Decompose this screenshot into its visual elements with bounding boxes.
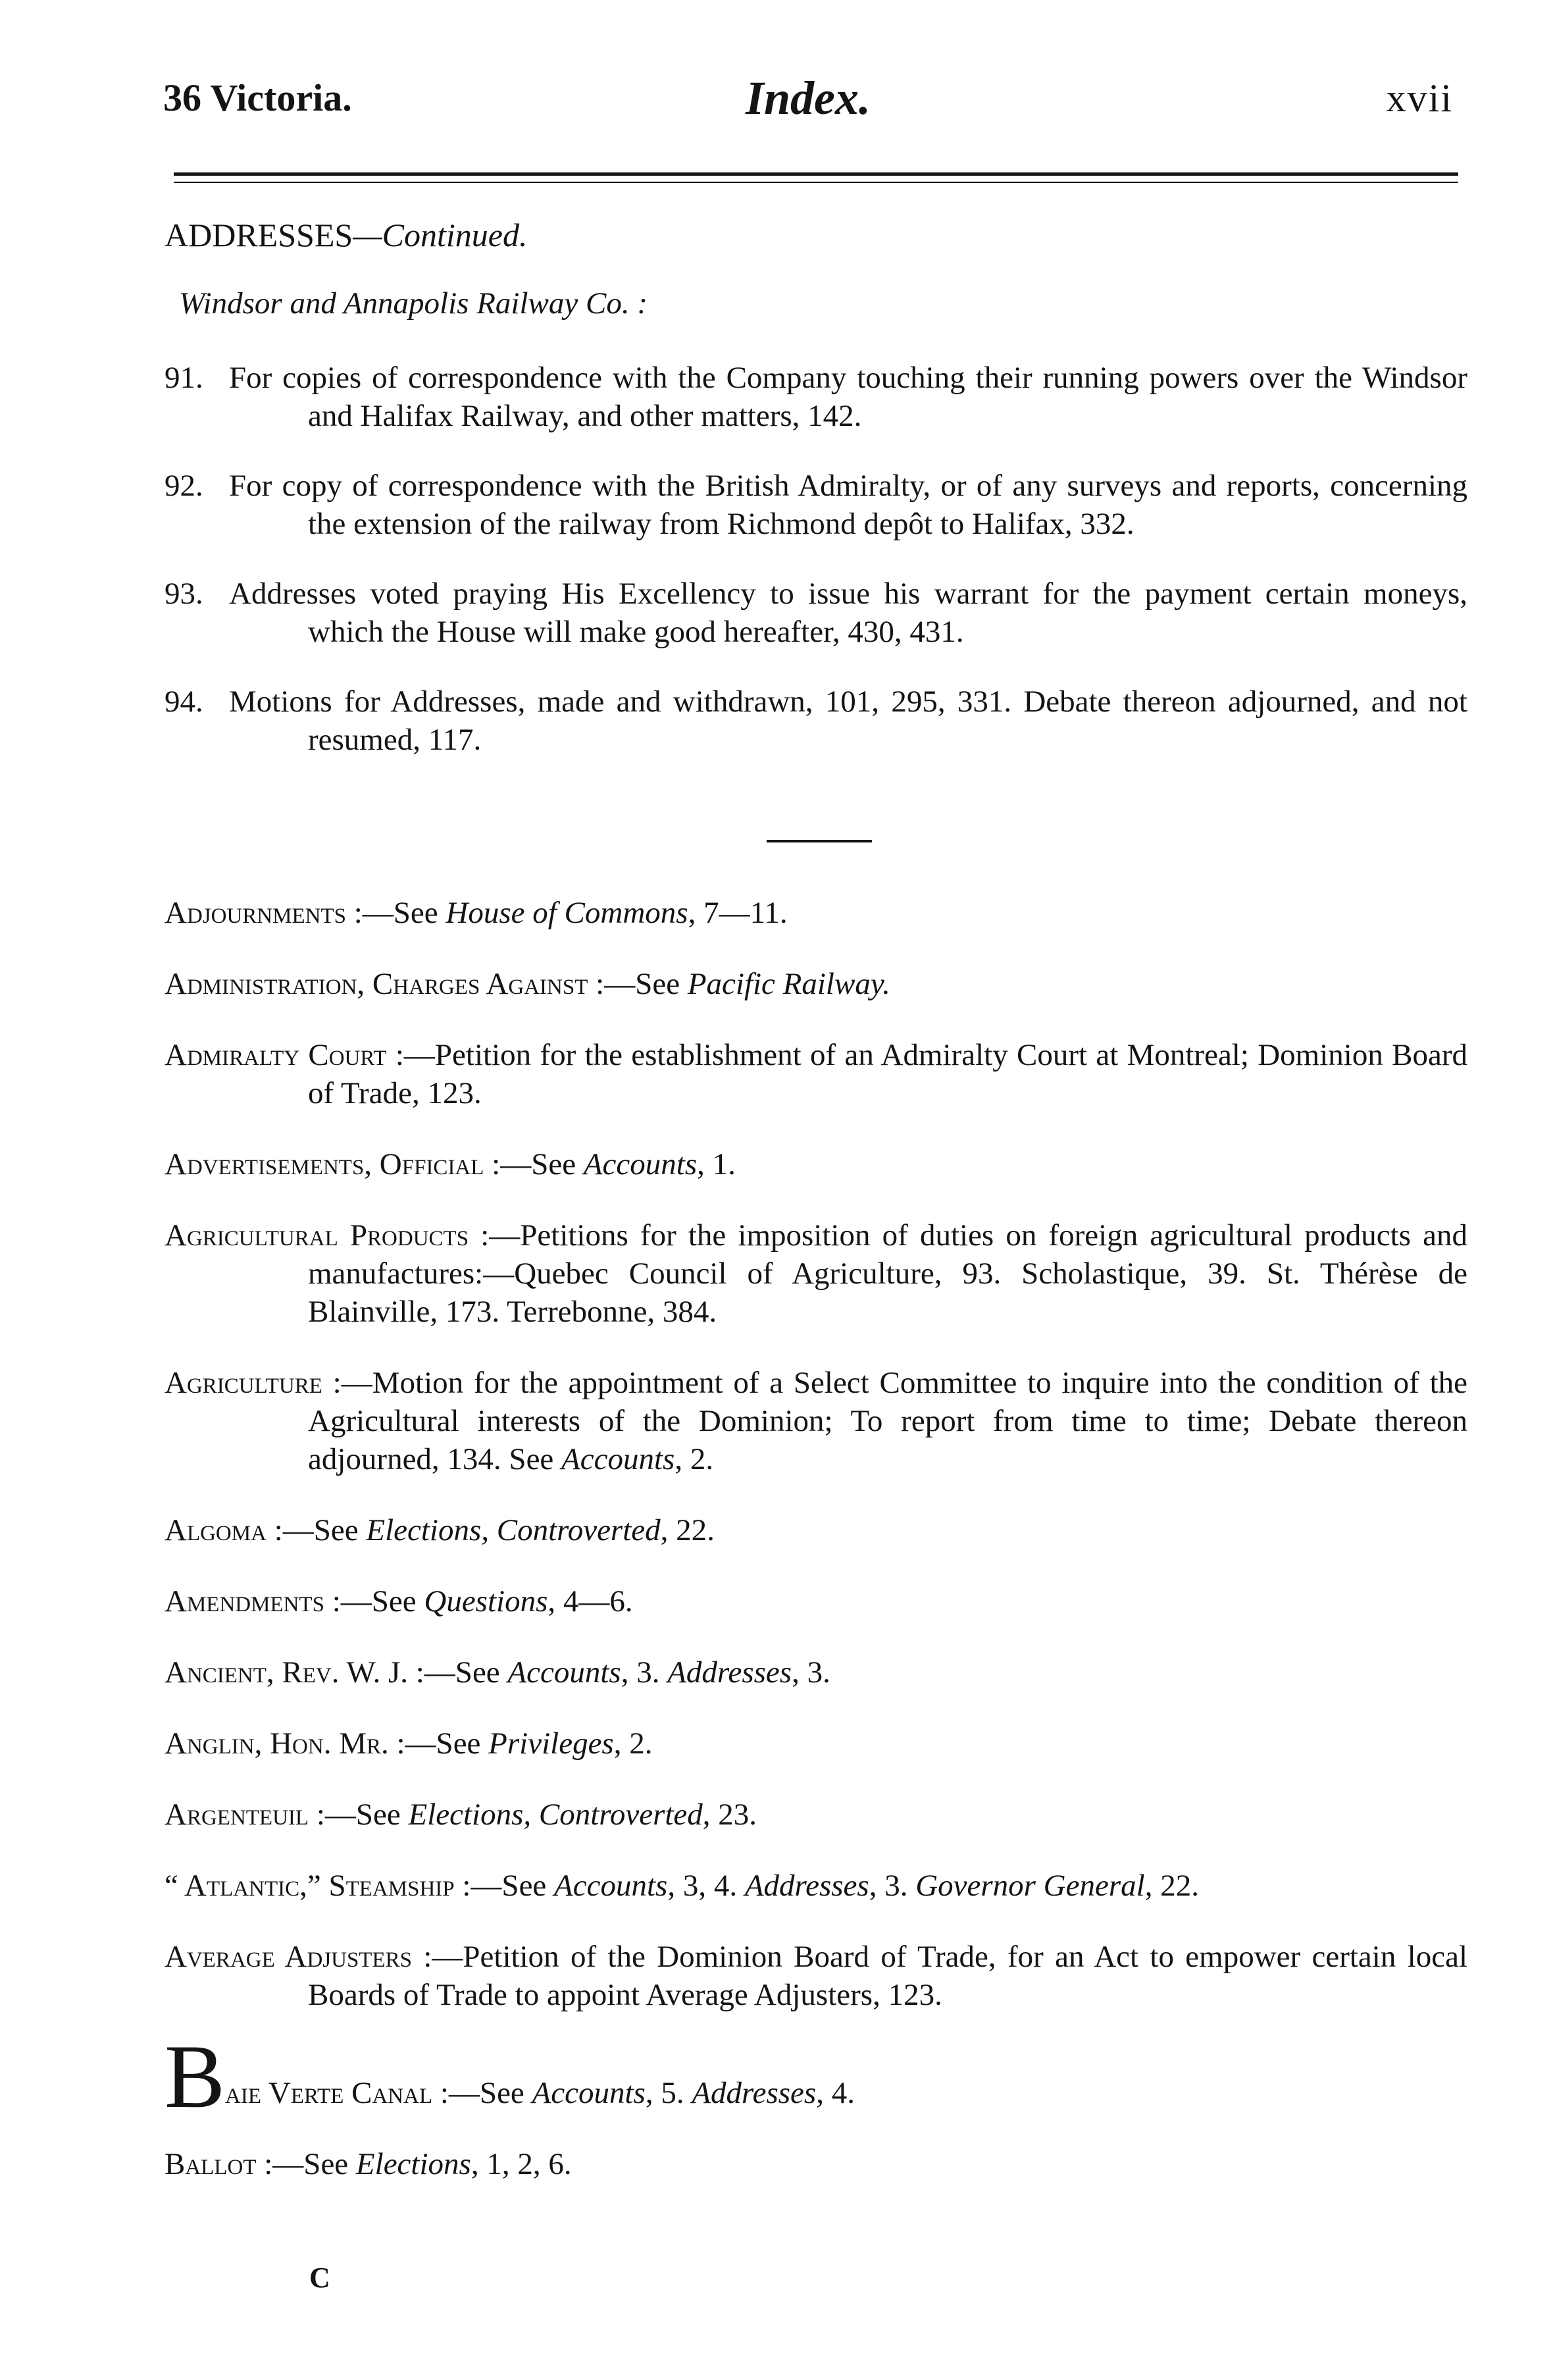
entry-text: :—Petitions for the imposition of duties on foreign agricultural products and manufactures:—Quebec Council of Agriculture, 93. Scholastique, 39. St. Thérèse de Blainville, 173. Terrebonne, 384. <box>308 1218 1467 1329</box>
address-entry <box>165 683 1467 759</box>
cross-reference: Accounts <box>583 1147 698 1181</box>
entry-text: Addresses voted praying His Excellency to issue his warrant for the payment certain moneys, which the House will make good hereafter, 430, 431. <box>229 577 1467 649</box>
entry-text: , 3. <box>869 1869 916 1903</box>
cross-reference: Elections, Controverted <box>408 1798 703 1832</box>
index-entry <box>165 1582 1467 1620</box>
entry-text: , 4—6. <box>547 1584 633 1618</box>
cross-reference: Addresses <box>692 2076 817 2110</box>
signature-mark: C <box>309 2262 330 2294</box>
index-entry <box>165 1145 1467 1183</box>
index-entry <box>165 965 1467 1003</box>
entry-text: :—See <box>440 2076 532 2110</box>
index-entry <box>165 894 1467 932</box>
entry-headword: Argenteuil <box>165 1798 309 1832</box>
entry-text: :—See <box>264 2147 356 2181</box>
section-divider <box>767 840 872 842</box>
entry-headword: Agriculture <box>165 1366 322 1400</box>
entry-text: :—See <box>332 1584 424 1618</box>
entry-text: , 22. <box>1144 1869 1199 1903</box>
index-entries <box>165 894 1467 2183</box>
cross-reference: Accounts <box>507 1655 621 1690</box>
cross-reference: Privileges <box>488 1726 614 1761</box>
index-entry <box>165 1511 1467 1549</box>
index-entry <box>165 1364 1467 1478</box>
cross-reference: Accounts <box>561 1442 675 1476</box>
drop-cap: B <box>165 2026 226 2127</box>
header-rule <box>174 172 1458 176</box>
entry-number: 92. <box>165 469 203 503</box>
entry-headword: Admiralty Court <box>165 1038 387 1072</box>
address-entry <box>165 467 1467 543</box>
entry-text: For copy of correspondence with the British Admiralty, or of any surveys and reports, concerning the extension of the railway from Richmond depôt to Halifax, 332. <box>229 469 1467 541</box>
entry-number: 94. <box>165 685 203 719</box>
entry-text: , 7—11. <box>688 896 788 930</box>
cross-reference: Questions <box>424 1584 548 1618</box>
entry-text: , 3. <box>792 1655 830 1690</box>
subsection-heading: Windsor and Annapolis Railway Co. : <box>179 286 648 321</box>
entry-text: , 1, 2, 6. <box>471 2147 572 2181</box>
cross-reference: Elections <box>355 2147 471 2181</box>
entry-text: , 3, 4. <box>667 1869 745 1903</box>
running-head <box>163 72 1453 132</box>
index-entry <box>165 1867 1467 1905</box>
address-entry <box>165 359 1467 435</box>
entry-text: For copies of correspondence with the Company touching their running powers over the Windsor and Halifax Railway, and other matters, 142. <box>229 361 1467 433</box>
entry-text: , 3. <box>621 1655 668 1690</box>
cross-reference: Addresses <box>744 1869 869 1903</box>
numbered-entries <box>165 359 1467 790</box>
cross-reference: Addresses <box>667 1655 792 1690</box>
entry-text: :—See <box>316 1798 409 1832</box>
entry-text: , 2. <box>613 1726 653 1761</box>
entry-text: :—See <box>462 1869 555 1903</box>
section-title: ADDRESSES <box>165 217 353 253</box>
entry-text: :—Petition for the establishment of an Admiralty Court at Montreal; Dominion Board of Trade, 123. <box>308 1038 1467 1110</box>
entry-number: 91. <box>165 361 203 395</box>
session-label: 36 Victoria. <box>163 76 352 119</box>
section-heading <box>165 216 1467 254</box>
entry-headword: Ancient, Rev. W. J. <box>165 1655 408 1690</box>
entry-text: :—See <box>415 1655 508 1690</box>
entry-text: , 23. <box>702 1798 757 1832</box>
entry-text: , 22. <box>660 1513 715 1547</box>
entry-text: , 1. <box>697 1147 736 1181</box>
cross-reference: Elections, Controverted <box>366 1513 661 1547</box>
page-title: Index. <box>745 72 871 124</box>
entry-headword: Average Adjusters <box>165 1940 412 1974</box>
entry-text: :—Petition of the Dominion Board of Trade, for an Act to empower certain local Boards of Trade to appoint Average Adjusters, 123. <box>308 1940 1468 2012</box>
entry-text: :—See <box>596 967 688 1001</box>
index-entry <box>165 1216 1467 1331</box>
index-entry <box>165 1036 1467 1112</box>
entry-text: :—Motion for the appointment of a Select Committee to inquire into the condition of the Agricultural interests of the Dominion; To report from time to time; Debate thereon adjourned, 134. See <box>308 1366 1467 1476</box>
entry-text: , 5. <box>645 2076 692 2110</box>
entry-number: 93. <box>165 577 203 611</box>
entry-headword: Algoma <box>165 1513 267 1547</box>
cross-reference: Pacific Railway. <box>687 967 890 1001</box>
entry-text: :—See <box>396 1726 489 1761</box>
header-rule-thin <box>174 182 1458 183</box>
entry-headword: Administration, Charges Against <box>165 967 588 1001</box>
entry-headword: Ballot <box>165 2147 257 2181</box>
entry-headword: Agricultural Products <box>165 1218 469 1253</box>
page-number: xvii <box>1386 76 1453 120</box>
index-entry <box>165 1724 1467 1763</box>
entry-headword: Anglin, Hon. Mr. <box>165 1726 389 1761</box>
index-entry <box>165 2026 1467 2127</box>
address-entry <box>165 575 1467 651</box>
entry-text: :—See <box>274 1513 367 1547</box>
entry-text: , 2. <box>675 1442 714 1476</box>
cross-reference: House of Commons <box>446 896 688 930</box>
entry-headword: “ Atlantic,” Steamship <box>165 1869 455 1903</box>
entry-headword: aie Verte Canal <box>225 2076 433 2110</box>
index-entry <box>165 2145 1467 2183</box>
entry-text: Motions for Addresses, made and withdrawn, 101, 295, 331. Debate thereon adjourned, and not resumed, 117. <box>229 685 1467 757</box>
index-entry <box>165 1938 1467 2014</box>
section-continued: —Continued. <box>353 217 528 253</box>
entry-text: :—See <box>353 896 446 930</box>
cross-reference: Accounts <box>532 2076 646 2110</box>
entry-headword: Amendments <box>165 1584 324 1618</box>
index-entry <box>165 1796 1467 1834</box>
index-entry <box>165 1653 1467 1692</box>
entry-text: , 4. <box>816 2076 855 2110</box>
cross-reference: Governor General <box>915 1869 1145 1903</box>
cross-reference: Accounts <box>554 1869 668 1903</box>
entry-text: :—See <box>492 1147 584 1181</box>
entry-headword: Adjournments <box>165 896 346 930</box>
entry-headword: Advertisements, Official <box>165 1147 484 1181</box>
